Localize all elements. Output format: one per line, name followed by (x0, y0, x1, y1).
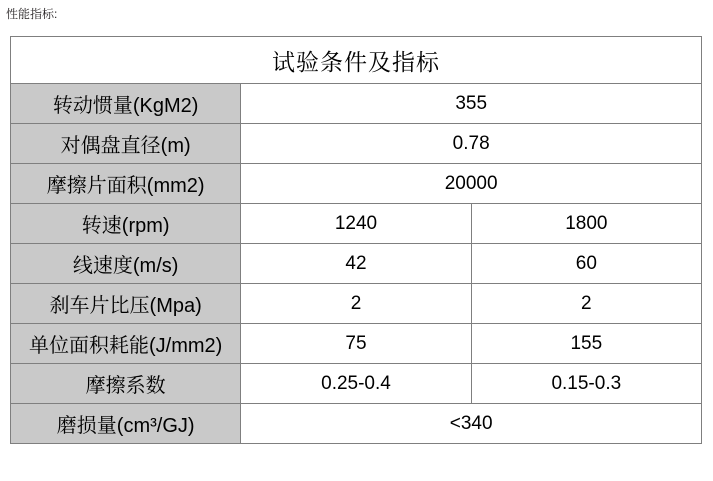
table-row (11, 84, 702, 124)
table-row (11, 404, 702, 444)
row-value-first: 75 (241, 324, 471, 364)
row-value: 20000 (241, 164, 702, 204)
table-title: 试验条件及指标 (11, 37, 702, 84)
table-row (11, 284, 702, 324)
row-value: 355 (241, 84, 702, 124)
table-row (11, 124, 702, 164)
row-label: 转动惯量(KgM2) (11, 84, 241, 124)
row-label: 摩擦系数 (11, 364, 241, 404)
table-row (11, 164, 702, 204)
table-title-row (11, 37, 702, 84)
spec-table (10, 36, 702, 444)
page-caption: 性能指标: (6, 7, 58, 21)
row-value-first: 42 (241, 244, 471, 284)
row-value-second: 1800 (471, 204, 701, 244)
table-row (11, 204, 702, 244)
row-value: 0.78 (241, 124, 702, 164)
row-value: <340 (241, 404, 702, 444)
row-value-second: 60 (471, 244, 701, 284)
row-label: 刹车片比压(Mpa) (11, 284, 241, 324)
row-value-second: 2 (471, 284, 701, 324)
row-value-second: 155 (471, 324, 701, 364)
table-row (11, 324, 702, 364)
row-label: 磨损量(cm³/GJ) (11, 404, 241, 444)
row-label: 摩擦片面积(mm2) (11, 164, 241, 204)
table-row (11, 244, 702, 284)
spec-table-container (10, 36, 702, 444)
row-label: 对偶盘直径(m) (11, 124, 241, 164)
row-label: 线速度(m/s) (11, 244, 241, 284)
row-label: 转速(rpm) (11, 204, 241, 244)
table-row (11, 364, 702, 404)
row-value-first: 2 (241, 284, 471, 324)
row-value-first: 1240 (241, 204, 471, 244)
row-label: 单位面积耗能(J/mm2) (11, 324, 241, 364)
row-value-first: 0.25-0.4 (241, 364, 471, 404)
row-value-second: 0.15-0.3 (471, 364, 701, 404)
